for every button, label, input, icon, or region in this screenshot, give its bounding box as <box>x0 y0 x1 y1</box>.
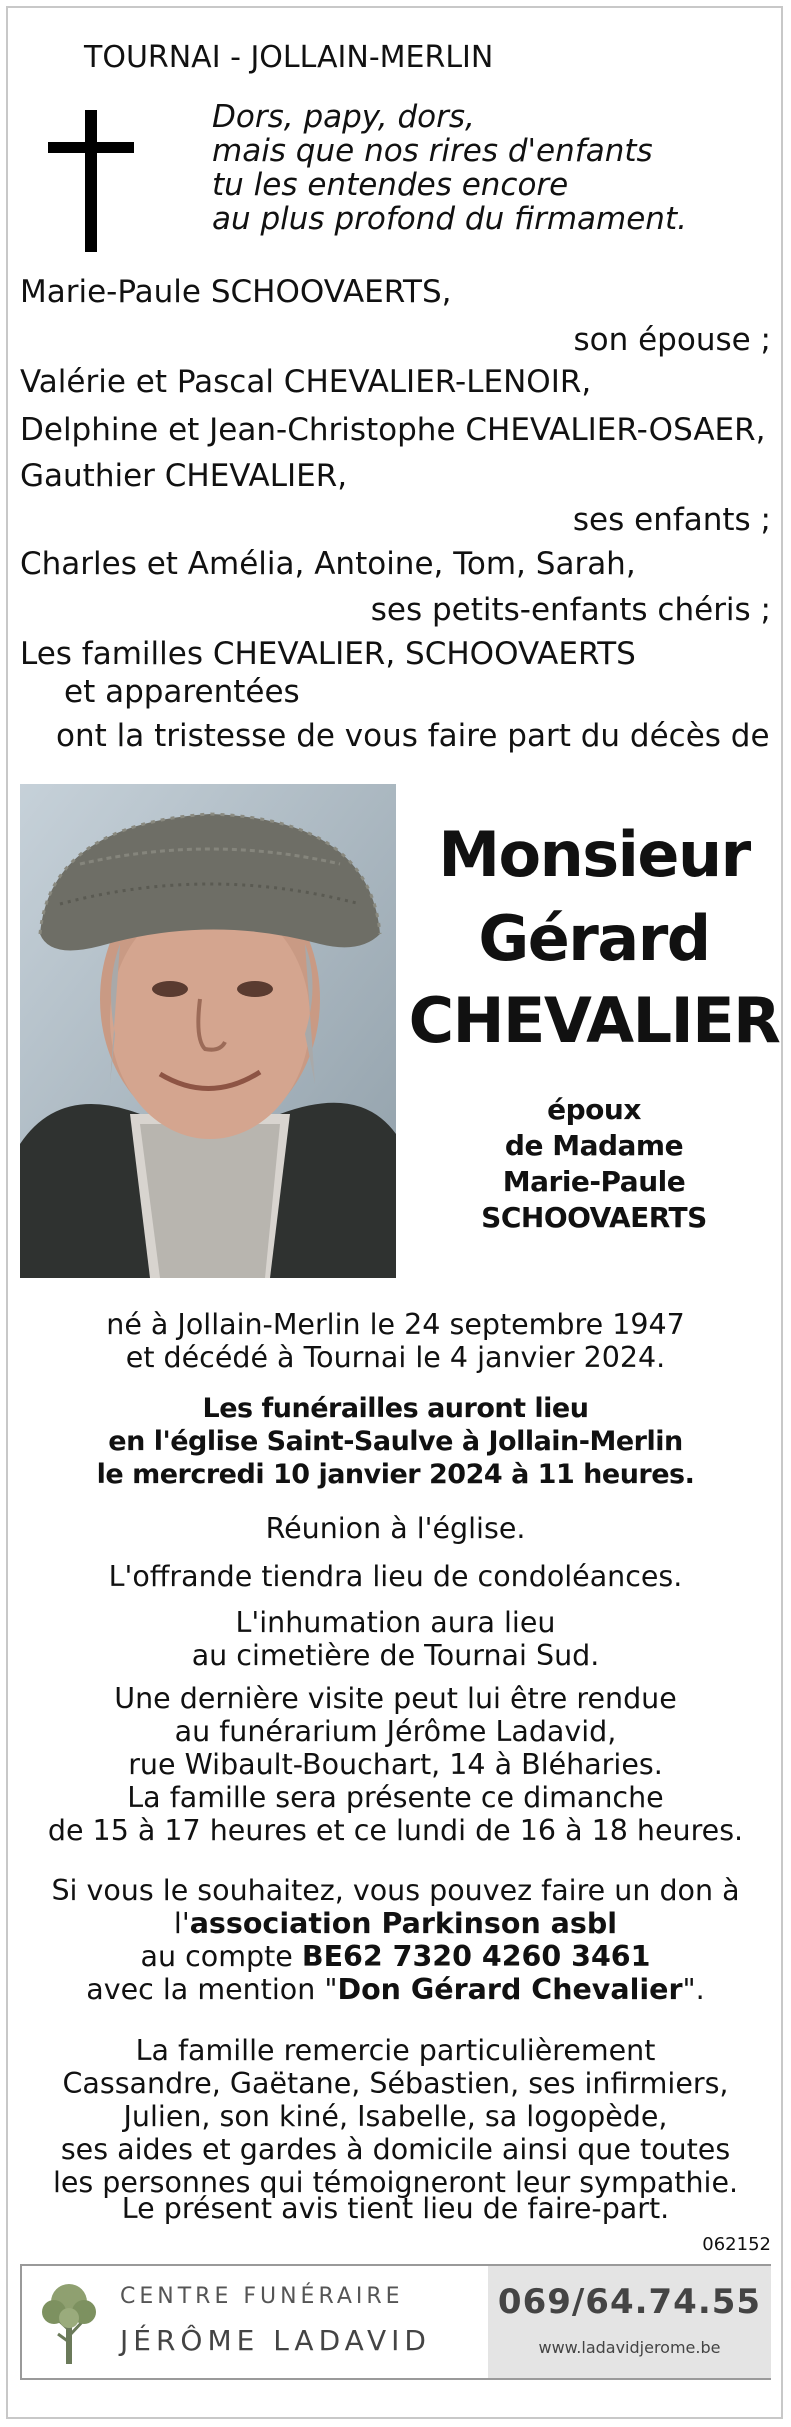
visit-line: au funérarium Jérôme Ladavid, <box>174 1715 617 1748</box>
donation-prefix: l' <box>173 1907 190 1940</box>
donation-org-line <box>20 1907 771 1940</box>
funeral-line: le mercredi 10 janvier 2024 à 11 heures. <box>96 1459 695 1490</box>
birth-death-block <box>20 1308 771 1374</box>
account-prefix: au compte <box>140 1940 302 1973</box>
deceased-first-name: Gérard <box>478 902 710 975</box>
website-link[interactable]: www.ladavidjerome.be <box>538 2338 721 2357</box>
donation-org: association Parkinson asbl <box>189 1907 618 1940</box>
mention-suffix: ". <box>682 1973 705 2006</box>
reference-number: 062152 <box>702 2234 771 2255</box>
birth-line: né à Jollain-Merlin le 24 septembre 1947 <box>106 1308 685 1341</box>
children-role: ses enfants ; <box>572 502 771 538</box>
funeral-home-label: CENTRE FUNÉRAIRE <box>120 2284 404 2309</box>
funeral-block <box>20 1392 771 1491</box>
families-line: Les familles CHEVALIER, SCHOOVAERTS <box>20 636 636 672</box>
latin-cross-icon <box>48 110 134 252</box>
spouse-name: Marie-Paule SCHOOVAERTS, <box>20 274 452 310</box>
funeral-home-banner <box>20 2264 771 2380</box>
thanks-line: Julien, son kiné, Isabelle, sa logopède, <box>123 2100 668 2133</box>
deceased-last-name: CHEVALIER <box>408 984 780 1057</box>
child-line: Valérie et Pascal CHEVALIER-LENOIR, <box>20 364 592 400</box>
mention-prefix: avec la mention " <box>86 1973 338 2006</box>
poem <box>212 100 687 236</box>
contact-panel <box>488 2266 771 2378</box>
thanks-line: La famille remercie particulièrement <box>135 2034 656 2067</box>
meeting-line: Réunion à l'église. <box>265 1512 526 1545</box>
offering-line: L'offrande tiendra lieu de condoléances. <box>108 1560 683 1593</box>
funeral-home-name: JÉRÔME LADAVID <box>120 2324 431 2357</box>
visit-line: Une dernière visite peut lui être rendue <box>114 1682 677 1715</box>
visit-line: La famille sera présente ce dimanche <box>127 1781 664 1814</box>
child-line: Gauthier CHEVALIER, <box>20 458 348 494</box>
burial-line: au cimetière de Tournai Sud. <box>191 1639 600 1672</box>
funeral-line: Les funérailles auront lieu <box>202 1393 589 1424</box>
deceased-portrait-photo <box>20 784 396 1278</box>
poem-line: Dors, papy, dors, <box>212 99 475 135</box>
grandchildren-line: Charles et Amélia, Antoine, Tom, Sarah, <box>20 546 636 582</box>
thanks-line: les personnes qui témoigneront leur sympathie. <box>52 2166 739 2199</box>
thanks-line: ses aides et gardes à domicile ainsi que toutes <box>60 2133 731 2166</box>
phone-number: 069/64.74.55 <box>497 2282 762 2322</box>
related-line: et apparentées <box>64 674 300 710</box>
deceased-spouse <box>404 1092 784 1236</box>
grandchildren-role: ses petits-enfants chéris ; <box>370 592 771 628</box>
spouse-role: son épouse ; <box>573 322 771 358</box>
donation-block <box>20 1874 771 2006</box>
tree-logo-icon <box>38 2280 100 2366</box>
child-line: Delphine et Jean-Christophe CHEVALIER-OSAER, <box>20 412 766 448</box>
location-header: TOURNAI - JOLLAIN-MERLIN <box>84 40 494 75</box>
account-line <box>20 1940 771 1973</box>
closing-line: Le présent avis tient lieu de faire-part. <box>121 2192 670 2225</box>
spouse-line: Marie-Paule <box>502 1165 686 1198</box>
mention-text: Don Gérard Chevalier <box>337 1973 683 2006</box>
announcement-line: ont la tristesse de vous faire part du décès de <box>56 718 770 754</box>
funeral-line: en l'église Saint-Saulve à Jollain-Merlin <box>108 1426 683 1457</box>
poem-line: au plus profond du firmament. <box>212 201 687 237</box>
burial-line: L'inhumation aura lieu <box>235 1606 556 1639</box>
visit-block <box>20 1682 771 1847</box>
spouse-line: de Madame <box>504 1129 684 1162</box>
thanks-line: Cassandre, Gaëtane, Sébastien, ses infirmiers, <box>62 2067 729 2100</box>
spouse-line: époux <box>547 1093 641 1126</box>
visit-line: de 15 à 17 heures et ce lundi de 16 à 18 heures. <box>47 1814 744 1847</box>
poem-line: mais que nos rires d'enfants <box>212 133 653 169</box>
thanks-block <box>20 2034 771 2199</box>
account-number: BE62 7320 4260 3461 <box>301 1940 651 1973</box>
poem-line: tu les entendes encore <box>212 167 569 203</box>
mention-line <box>20 1973 771 2006</box>
deceased-title: Monsieur <box>438 818 750 891</box>
burial-block <box>20 1606 771 1672</box>
donation-intro: Si vous le souhaitez, vous pouvez faire un don à <box>51 1874 740 1907</box>
death-line: et décédé à Tournai le 4 janvier 2024. <box>125 1341 666 1374</box>
spouse-line: SCHOOVAERTS <box>481 1201 707 1234</box>
visit-line: rue Wibault-Bouchart, 14 à Bléharies. <box>128 1748 663 1781</box>
